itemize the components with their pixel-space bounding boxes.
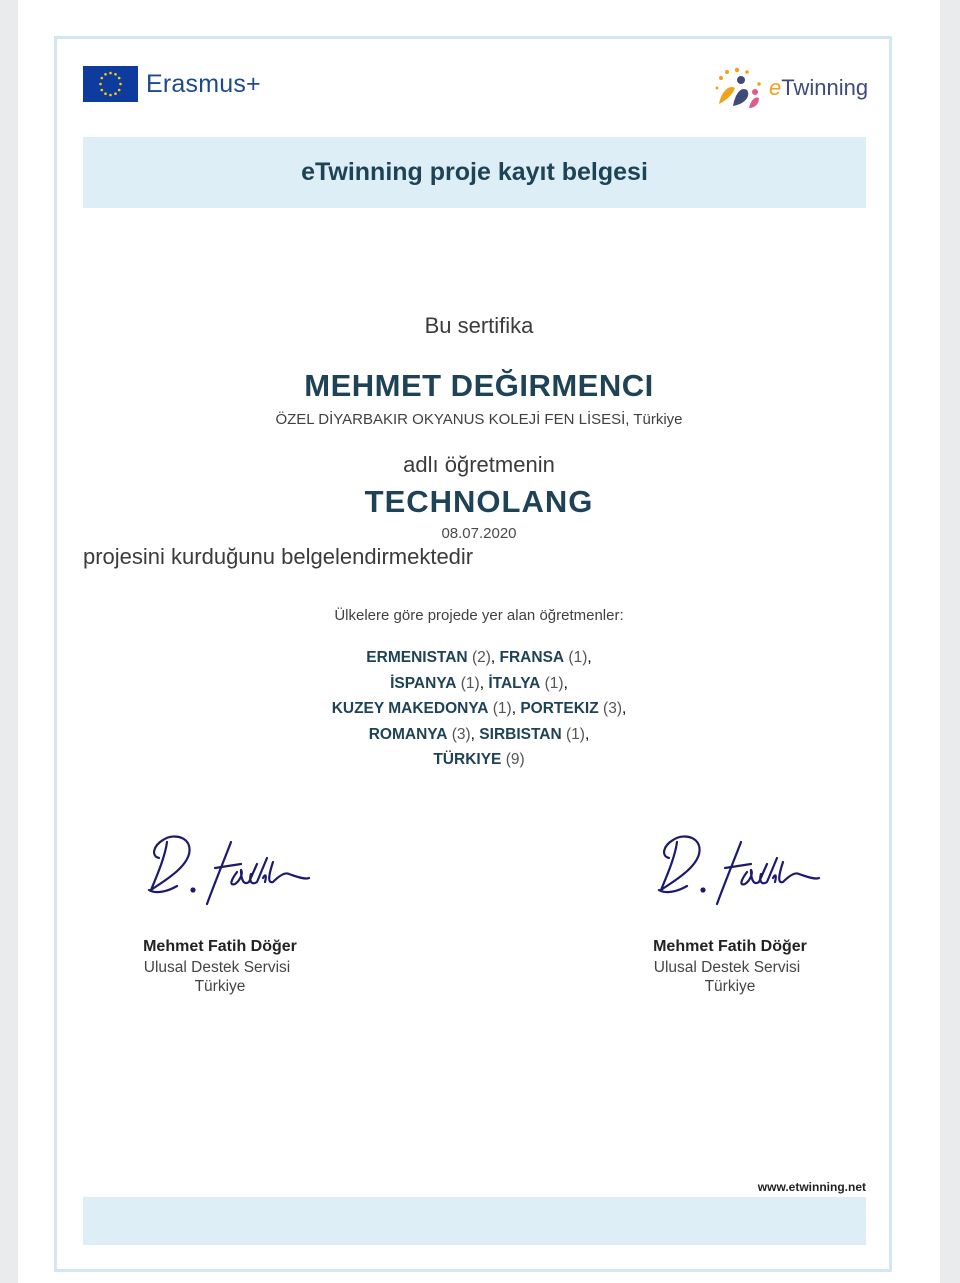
certificate-intro: Bu sertifika [424, 313, 534, 338]
country-count: (1) [544, 674, 564, 692]
country-count: (1) [460, 674, 480, 692]
country-name: ERMENISTAN [366, 649, 468, 666]
signature-image-right [655, 828, 825, 908]
countries-list [18, 645, 940, 773]
country-count: (1) [566, 725, 585, 743]
etwinning-logo [711, 66, 868, 110]
country-count: (2) [471, 649, 491, 666]
country-count: (9) [505, 751, 525, 769]
signatory-name: Mehmet Fatih Döğer [143, 938, 297, 955]
signatory-role: Ulusal Destek Servisi [143, 959, 291, 976]
country-name: PORTEKIZ [520, 700, 599, 718]
country-count: (1) [568, 649, 588, 666]
certificate-description: projesini kurduğunu belgelendirmektedir [83, 544, 474, 569]
country-count: (3) [603, 700, 622, 718]
signatory-country: Türkiye [194, 978, 246, 995]
project-date: 08.07.2020 [441, 525, 517, 542]
signatory-name: Mehmet Fatih Döğer [653, 938, 807, 955]
school-name: ÖZEL DİYARBAKIR OKYANUS KOLEJİ FEN LİSESİ, Türkiye [275, 411, 683, 428]
country-name: İSPANYA [390, 674, 457, 692]
website-link[interactable]: www.etwinning.net [757, 1180, 866, 1194]
country-name: İTALYA [488, 674, 541, 692]
erasmus-logo [83, 66, 261, 102]
eu-flag-icon [83, 66, 138, 102]
countries-line [18, 747, 940, 773]
country-name: FRANSA [499, 649, 565, 666]
countries-line: İSPANYA (1), İTALYA (1), [390, 674, 568, 692]
country-name: ROMANYA [368, 725, 448, 743]
countries-label: Ülkelere göre projede yer alan öğretmenler: [334, 607, 624, 624]
erasmus-label: Erasmus+ [146, 69, 261, 98]
footer-band [83, 1197, 866, 1245]
country-name: TÜRKIYE [433, 751, 502, 769]
signatory-country: Türkiye [704, 978, 756, 995]
country-count: (1) [492, 700, 512, 718]
country-name: SIRBISTAN [479, 725, 562, 743]
document-title: eTwinning proje kayıt belgesi [301, 158, 648, 186]
teacher-name: MEHMET DEĞIRMENCI [304, 368, 654, 403]
project-name: TECHNOLANG [364, 484, 594, 519]
teacher-phrase: adlı öğretmenin [403, 452, 555, 477]
signature-image-left [145, 828, 315, 908]
title-band [83, 137, 866, 208]
country-name: KUZEY MAKEDONYA [331, 700, 489, 718]
countries-line: ERMENISTAN (2), FRANSA (1), [366, 649, 592, 666]
etwinning-figures-icon [711, 66, 767, 110]
country-count: (3) [451, 725, 471, 743]
signatory-role: Ulusal Destek Servisi [653, 959, 801, 976]
etwinning-label: eTwinning [769, 75, 869, 100]
countries-line: ROMANYA (3), SIRBISTAN (1), [368, 725, 590, 743]
countries-line: KUZEY MAKEDONYA (1), PORTEKIZ (3), [331, 700, 627, 718]
